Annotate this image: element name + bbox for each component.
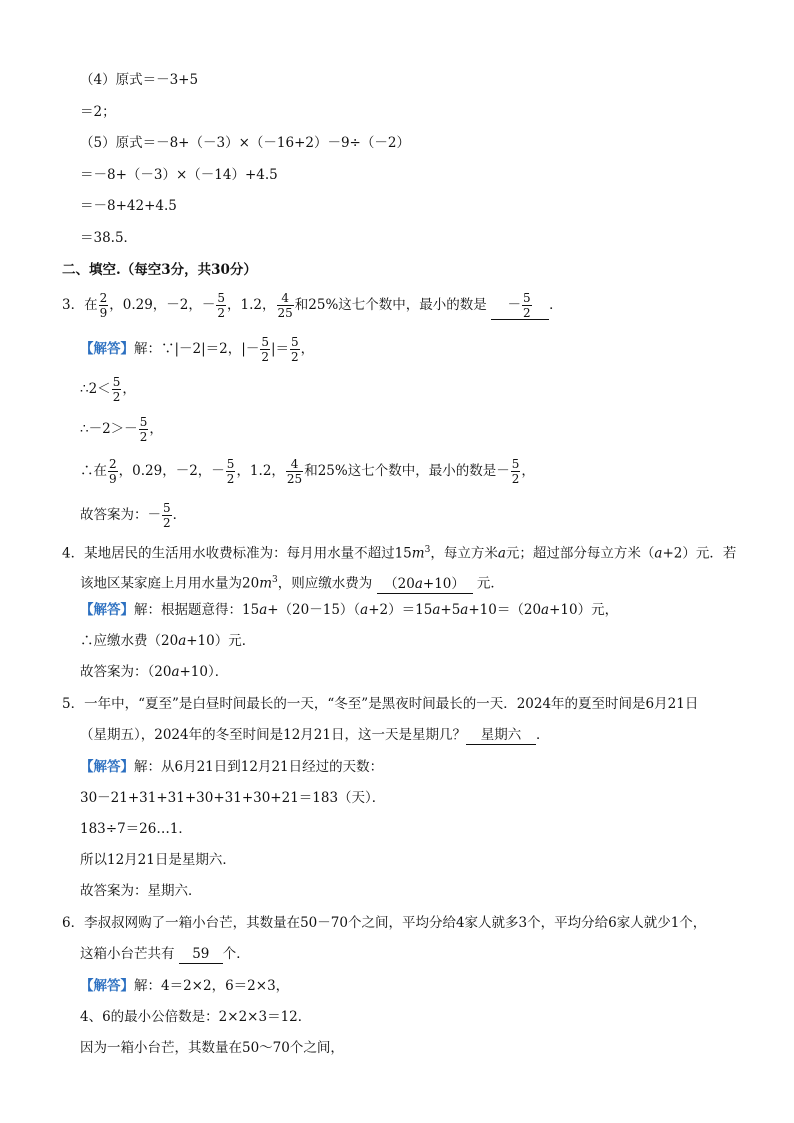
answer-line: ∴－2＞－ $\frac{5}{2}$ ， — [80, 415, 163, 444]
question-4-cont: 该地区某家庭上月用水量为$20m^3$，则应缴水费为 （20a+10） 元． — [80, 575, 504, 592]
question-3: 3．在 $\frac{2}{9}$ ，0.29，－2，－ $\frac{5}{2}$ ，1.2， $\frac{4}{25}$ 和25%这七个数中，最小的数是 － $\frac{5}{2}$ ． — [62, 291, 563, 320]
question-5: 5．一年中，“夏至”是白昼时间最长的一天，“冬至”是黑夜时间最长的一天．2024年的夏至时间是6月21日 — [62, 696, 699, 712]
answer-tag: 【解答】 — [80, 341, 134, 357]
question-4: 4．某地居民的生活用水收费标准为：每月用水量不超过$15m^3$，每立方米a元；超过部分每立方米（a+2）元．若 — [62, 545, 737, 562]
answer-line: 【解答】解：从6月21日到12月21日经过的天数： — [80, 759, 384, 775]
answer-line: 30－21+31+31+30+31+30+21＝183（天）． — [80, 790, 386, 806]
answer-tag: 【解答】 — [80, 978, 134, 994]
answer-line: 4、6的最小公倍数是：2×2×3＝12． — [80, 1009, 312, 1025]
question-5-cont: （星期五），2024年的冬至时间是12月21日，这一天是星期几？ 星期六 ． — [80, 727, 550, 743]
answer-tag: 【解答】 — [80, 759, 134, 775]
answer-tag: 【解答】 — [80, 602, 134, 618]
answer-line: 故答案为：星期六． — [80, 883, 202, 899]
answer-line: ∴应缴水费（20a+10）元． — [80, 633, 256, 649]
answer-line: 故答案为：－ $\frac{5}{2}$ ． — [80, 501, 187, 530]
fraction-5-2: $\frac{5}{2}$ — [217, 291, 226, 320]
answer-line: ∴2＜ $\frac{5}{2}$ ， — [80, 375, 136, 404]
answer-blank: 59 — [179, 945, 223, 964]
answer-line: 【解答】解：根据题意得：15a+（20－15）（a+2）＝15a+5a+10＝（20a+10）元， — [80, 602, 619, 618]
answer-blank: （20a+10） — [377, 575, 473, 594]
answer-line: 【解答】解：4＝2×2，6＝2×3， — [80, 978, 290, 994]
answer-line: 【解答】解：∵|－2|＝2，|－ $\frac{5}{2}$ |＝ $\frac{5}{2}$ ， — [80, 335, 315, 364]
answer-line: 故答案为：（20a+10）． — [80, 664, 229, 680]
question-6: 6．李叔叔网购了一箱小台芒，其数量在50－70个之间，平均分给4家人就多3个，平均分给6家人就少1个， — [62, 915, 707, 931]
solution-line: （5）原式＝－8+（－3）×（－16+2）－9÷（－2） — [80, 135, 410, 151]
answer-line: 所以12月21日是星期六． — [80, 852, 236, 868]
fraction-2-9: $\frac{2}{9}$ — [99, 291, 108, 320]
solution-line: ＝－8+（－3）×（－14）+4.5 — [80, 167, 278, 183]
question-6-cont: 这箱小台芒共有 59 个． — [80, 946, 250, 962]
answer-blank: 星期六 — [466, 726, 536, 745]
answer-blank: － $\frac{5}{2}$ — [491, 292, 549, 320]
answer-line: 183÷7＝26…1． — [80, 821, 192, 837]
answer-line: 因为一箱小台芒，其数量在50～70个之间， — [80, 1040, 344, 1056]
solution-line: ＝38.5． — [80, 230, 138, 246]
answer-line: ∴在 $\frac{2}{9}$ ，0.29，－2，－ $\frac{5}{2}$ ，1.2， $\frac{4}{25}$ 和25%这七个数中，最小的数是－ $\frac{5}{2}$ ， — [80, 457, 535, 486]
section-heading: 二、填空.（每空3分，共30分） — [62, 262, 257, 278]
solution-line: ＝－8+42+4.5 — [80, 198, 177, 214]
solution-line: （4）原式＝－3+5 — [80, 72, 199, 88]
fraction-4-25: $\frac{4}{25}$ — [277, 291, 293, 320]
solution-line: ＝2； — [80, 104, 116, 120]
